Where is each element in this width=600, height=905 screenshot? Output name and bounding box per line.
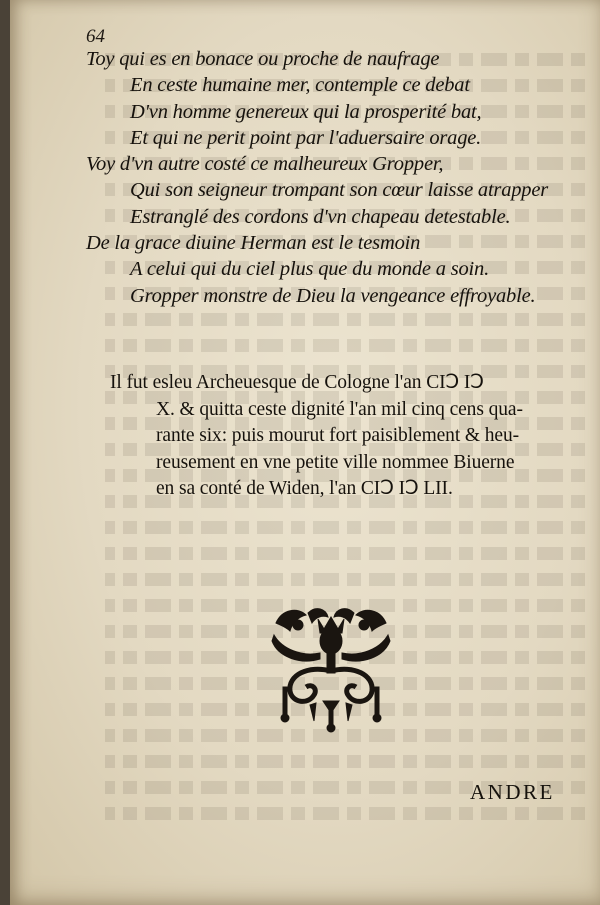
- prose-line: en sa conté de Widen, l'an CIↃ IↃ LII.: [156, 478, 453, 499]
- verse-line: A celui qui du ciel plus que du monde a soin.: [130, 258, 489, 281]
- verse-line: Gropper monstre de Dieu la vengeance effroyable.: [130, 284, 536, 307]
- verse-line: Voy d'vn autre costé ce malheureux Gropper,: [86, 153, 444, 176]
- fleuron-icon: [268, 605, 394, 733]
- catchword: ANDRE: [470, 780, 555, 804]
- verse-line: D'vn homme genereux qui la prosperité bat,: [130, 100, 482, 123]
- page-number: 64: [86, 26, 105, 47]
- verse-line: Toy qui es en bonace ou proche de naufrage: [86, 48, 440, 70]
- verse-line: Estranglé des cordons d'vn chapeau detestable.: [130, 205, 511, 228]
- prose-line: Il fut esleu Archeuesque de Cologne l'an CIↃ IↃ: [110, 372, 484, 393]
- verse-line: En ceste humaine mer, contemple ce debat: [130, 74, 470, 97]
- prose-paragraph: [110, 370, 570, 503]
- prose-line: reusement en vne petite ville nommee Biuerne: [156, 451, 515, 473]
- verse-line: Et qui ne perit point par l'aduersaire orage.: [130, 126, 482, 149]
- verse-line: Qui son seigneur trompant son cœur laisse atrapper: [130, 179, 549, 202]
- prose-line: rante six: puis mourut fort paisiblement & heu-: [156, 425, 520, 446]
- verse-block: [86, 46, 586, 309]
- verse-line: De la grace diuine Herman est le tesmoin: [86, 232, 421, 255]
- prose-line: X. & quitta ceste dignité l'an mil cinq cens qua-: [156, 398, 523, 420]
